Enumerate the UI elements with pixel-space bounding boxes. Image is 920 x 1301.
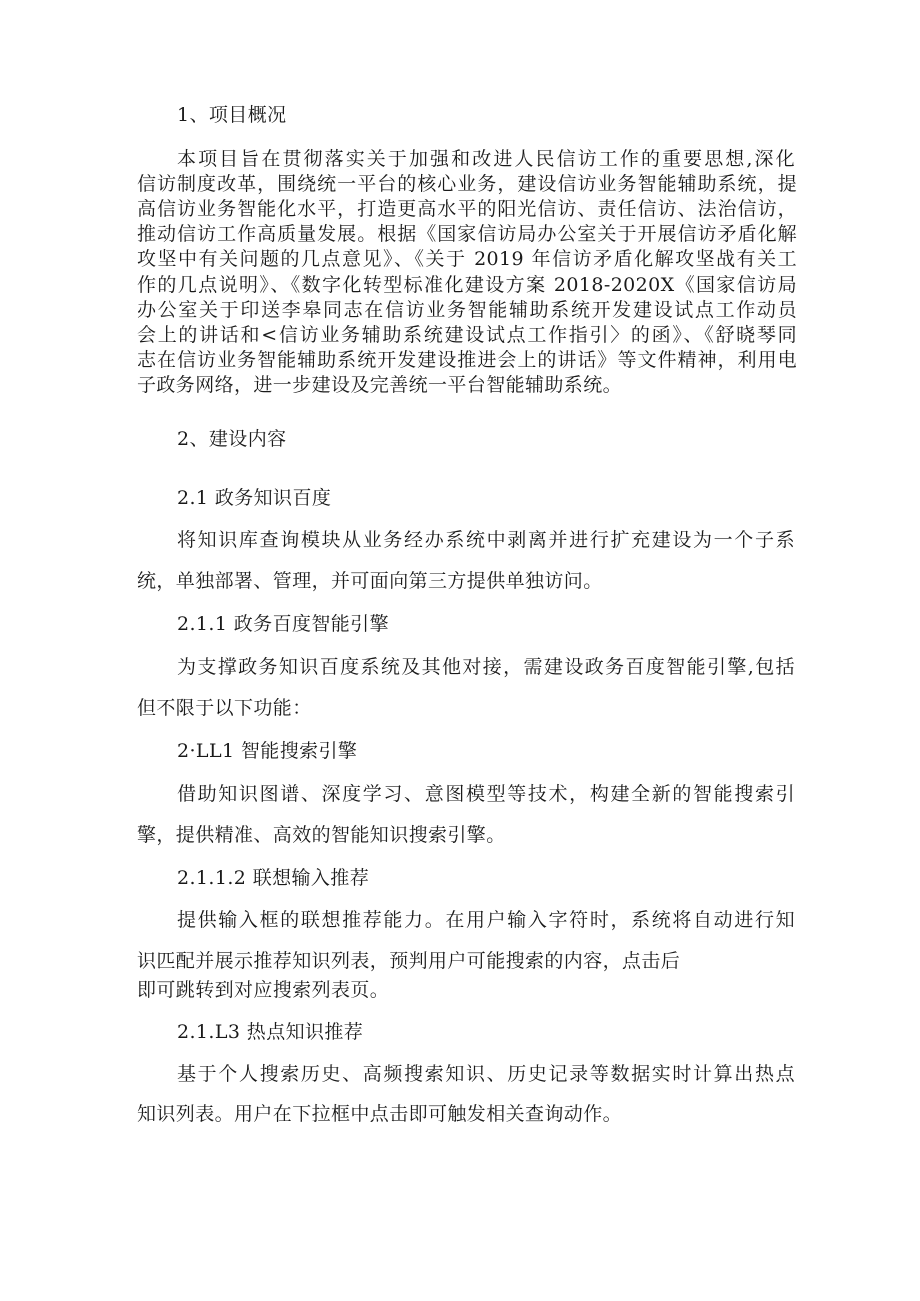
paragraph-line: 办公室关于印送李皋同志在信访业务智能辅助系统开发建设试点工作动员 bbox=[137, 299, 797, 321]
paragraph-line: 基于个人搜索历史、高频搜索知识、历史记录等数据实时计算出热点 bbox=[177, 1063, 795, 1085]
paragraph-line: 本项目旨在贯彻落实关于加强和改进人民信访工作的重要思想,深化 bbox=[177, 148, 795, 170]
paragraph-line: 借助知识图谱、深度学习、意图模型等技术，构建全新的智能搜索引 bbox=[177, 783, 795, 805]
paragraph-line: 会上的讲话和<信访业务辅助系统建设试点工作指引〉的函》、《舒晓琴同 bbox=[137, 324, 797, 346]
paragraph-line: 信访制度改革，围绕统一平台的核心业务，建设信访业务智能辅助系统，提 bbox=[137, 173, 797, 195]
section-1-heading: 1、项目概况 bbox=[177, 104, 287, 126]
paragraph-line: 统，单独部署、管理，并可面向第三方提供单独访问。 bbox=[137, 570, 603, 592]
paragraph-line: 志在信访业务智能辅助系统开发建设推进会上的讲话》等文件精神，利用电 bbox=[137, 349, 797, 371]
paragraph-line: 高信访业务智能化水平，打造更高水平的阳光信访、责任信访、法治信访， bbox=[137, 198, 797, 220]
section-2-1-heading: 2.1 政务知识百度 bbox=[177, 487, 332, 509]
paragraph-line: 擎，提供精准、高效的智能知识搜索引擎。 bbox=[137, 824, 506, 846]
paragraph-line: 攻坚中有关问题的几点意见》、《关于 2019 年信访矛盾化解攻坚战有关工 bbox=[137, 248, 797, 270]
section-2-1-1-heading: 2.1.1 政务百度智能引擎 bbox=[177, 613, 389, 635]
paragraph-line: 作的几点说明》、《数字化转型标准化建设方案 2018-2020X《国家信访局 bbox=[137, 274, 797, 296]
paragraph-line: 即可跳转到对应搜索列表页。 bbox=[137, 979, 390, 1001]
section-2-heading: 2、建设内容 bbox=[177, 428, 287, 450]
paragraph-line: 识匹配并展示推荐知识列表，预判用户可能搜索的内容，点击后 bbox=[137, 950, 681, 972]
section-2-1-1-2-heading: 2.1.1.2 联想输入推荐 bbox=[177, 867, 370, 889]
paragraph-line: 将知识库查询模块从业务经办系统中剥离并进行扩充建设为一个子系 bbox=[177, 529, 795, 551]
section-2-1-1-3-heading: 2.1.L3 热点知识推荐 bbox=[177, 1021, 364, 1043]
paragraph-line: 知识列表。用户在下拉框中点击即可触发相关查询动作。 bbox=[137, 1103, 623, 1125]
section-2-1-1-1-heading: 2·LL1 智能搜索引擎 bbox=[177, 740, 358, 762]
paragraph-line: 但不限于以下功能： bbox=[137, 697, 312, 719]
paragraph-line: 提供输入框的联想推荐能力。在用户输入字符时，系统将自动进行知 bbox=[177, 909, 795, 931]
paragraph-line: 为支撑政务知识百度系统及其他对接，需建设政务百度智能引擎,包括 bbox=[177, 656, 795, 678]
paragraph-line: 推动信访工作高质量发展。根据《国家信访局办公室关于开展信访矛盾化解 bbox=[137, 223, 797, 245]
paragraph-line: 子政务网络，进一步建设及完善统一平台智能辅助系统。 bbox=[137, 374, 623, 396]
